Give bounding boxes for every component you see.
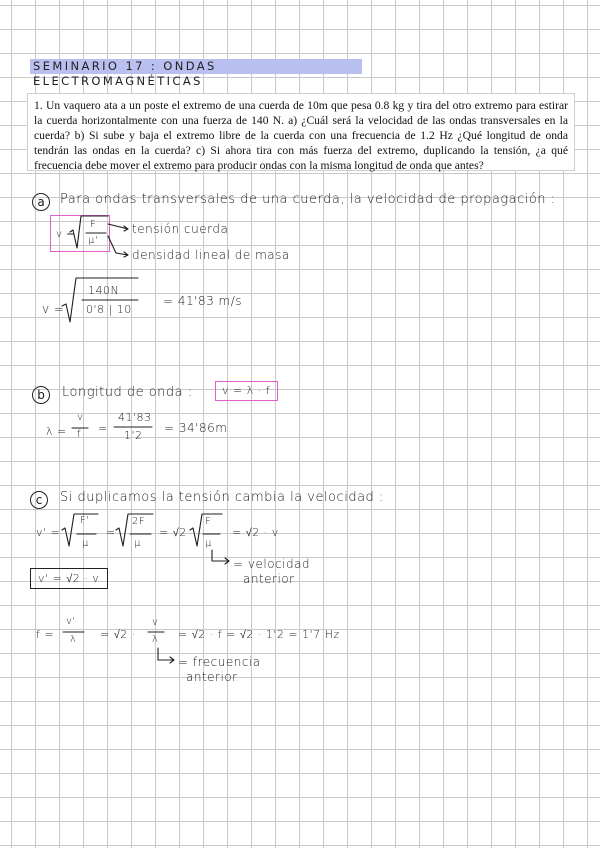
calc-c1-den3: μ bbox=[205, 538, 212, 549]
arrow-tension-icon bbox=[108, 224, 128, 231]
page-title: SEMINARIO 17 : ONDAS ELECTROMAGNÉTICAS bbox=[30, 59, 362, 74]
formula-b: v = λ · f bbox=[222, 384, 271, 397]
calc-c2-rest: = √2 · f = √2 · 1'2 = 1'7 Hz bbox=[178, 628, 340, 641]
part-a-heading: Para ondas transversales de una cuerda, la velocidad de propagación : bbox=[60, 192, 556, 207]
calc-c2-num2: v bbox=[152, 617, 159, 628]
part-b-heading: Longitud de onda : bbox=[62, 385, 193, 400]
radical-a-formula bbox=[70, 216, 108, 248]
calc-c1-num3: F bbox=[205, 516, 212, 527]
calc-c1-den2: μ bbox=[134, 538, 141, 549]
part-b-label: b bbox=[32, 386, 50, 404]
boxed-velocity-text: v' = √2 · v bbox=[38, 572, 100, 585]
calc-a-den: 0'8 | 10 bbox=[86, 303, 132, 316]
problem-statement: 1. Un vaquero ata a un poste el extremo de una cuerda de 10m que pesa 0.8 kg y tira del otro extremo para estirar la cuerda horizontalmente con una fuerza de 140 N. a) ¿Cuál será la velocidad de las ondas transversales en la cuerda? b) Si sube y baja el extremo libre de la cuerda con una frecuencia de 1.2 Hz ¿Qué longitud de onda tendrán las ondas en la cuerda? c) Si ahora tira con más fuerza del extremo, duplicando la tensión, ¿a qué frecuencia debe mover el extremo para producir ondas con la misma longitud de onda que antes? bbox=[27, 93, 575, 171]
calc-b-result: = 34'86m bbox=[164, 421, 228, 435]
arrow-frequency-icon bbox=[158, 648, 174, 663]
radical-c1-1 bbox=[62, 514, 98, 546]
calc-b-eq: = bbox=[98, 422, 108, 435]
calc-c1-num1: F' bbox=[80, 515, 90, 526]
arrow-velocity-icon bbox=[212, 550, 229, 564]
part-c-label: c bbox=[30, 491, 48, 509]
calc-b-lhs: λ = bbox=[46, 425, 67, 438]
radical-c1-2 bbox=[116, 514, 153, 546]
note-density: densidad lineal de masa bbox=[132, 248, 290, 262]
calc-b-den2: 1'2 bbox=[124, 429, 143, 442]
calc-c2-lhs: f = bbox=[36, 628, 55, 641]
arrow-density-icon bbox=[108, 236, 128, 257]
note-frequency-2: anterior bbox=[186, 670, 238, 684]
calc-b-num2: 41'83 bbox=[118, 411, 152, 424]
part-c-heading: Si duplicamos la tensión cambia la velocidad : bbox=[60, 490, 384, 505]
note-velocity-1: = velocidad bbox=[233, 557, 311, 571]
note-velocity-2: anterior bbox=[243, 572, 295, 586]
calc-c1-eq1: = bbox=[106, 526, 116, 539]
formula-a-lhs: v = bbox=[56, 229, 75, 240]
calc-c2-den2: λ bbox=[152, 634, 159, 645]
formula-a-num: F bbox=[90, 219, 97, 230]
radical-c1-3 bbox=[190, 514, 222, 546]
calc-b-num1: v bbox=[77, 412, 84, 423]
calc-c2-den1: λ bbox=[70, 634, 77, 645]
note-frequency-1: = frecuencia bbox=[178, 655, 261, 669]
calc-c1-lhs: v' = bbox=[36, 526, 61, 539]
calc-c2-num1: v' bbox=[66, 616, 76, 627]
calc-c1-eq2: = √2 bbox=[159, 526, 187, 539]
calc-b-den1: f bbox=[77, 429, 82, 440]
calc-c1-num2: 2F bbox=[132, 516, 146, 527]
calc-a-num: 140N bbox=[88, 284, 120, 297]
calc-c1-den1: μ bbox=[82, 538, 89, 549]
calc-c1-eq3: = √2 · v bbox=[232, 526, 279, 539]
calc-c2-eq1: = √2 · bbox=[100, 628, 136, 641]
part-a-label: a bbox=[32, 193, 50, 211]
note-tension: tensión cuerda bbox=[132, 222, 229, 236]
formula-a-den: μ' bbox=[88, 235, 99, 246]
calc-a-lhs: v = bbox=[42, 302, 65, 316]
calc-a-result: = 41'83 m/s bbox=[163, 294, 243, 308]
